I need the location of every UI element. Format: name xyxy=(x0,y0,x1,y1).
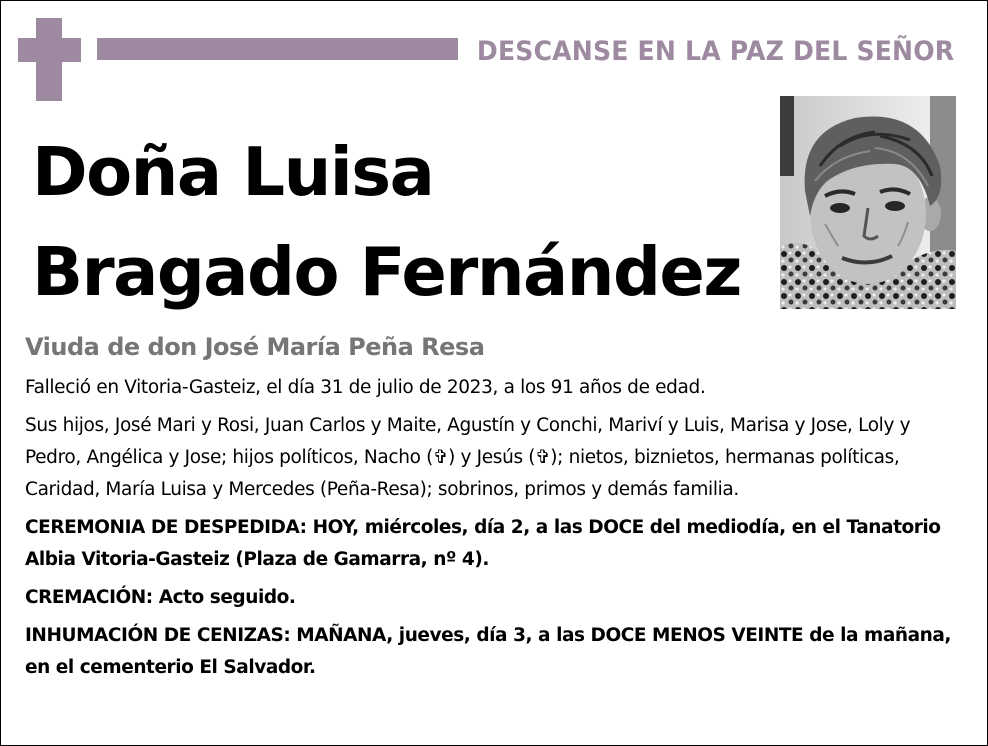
obituary-body xyxy=(25,372,960,690)
death-notice-paragraph: Falleció en Vitoria-Gasteiz, el día 31 de julio de 2023, a los 91 años de edad. xyxy=(25,377,706,398)
ceremony-paragraph: CEREMONIA DE DESPEDIDA: HOY, miércoles, día 2, a las DOCE del mediodía, en el Tanatorio Albia Vitoria-Gasteiz (Plaza de Gamarra, nº 4). xyxy=(25,517,941,570)
deceased-name xyxy=(32,122,741,322)
inhumation-paragraph: INHUMACIÓN DE CENIZAS: MAÑANA, jueves, día 3, a las DOCE MENOS VEINTE de la mañana, en el cementerio El Salvador. xyxy=(25,625,951,678)
widow-subtitle: Viuda de don José María Peña Resa xyxy=(25,333,485,361)
portrait-illustration xyxy=(780,96,956,309)
header-heading: DESCANSE EN LA PAZ DEL SEÑOR xyxy=(476,36,954,67)
family-paragraph: Sus hijos, José Mari y Rosi, Juan Carlos y Maite, Agustín y Conchi, Mariví y Luis, Marisa y Jose, Loly y Pedro, Angélica y Jose; hijos políticos, Nacho (✞) y Jesús (✞); nietos, biznietos, hermanas políticas, Caridad, María Luisa y Mercedes (Peña-Resa); sobrinos, primos y demás familia. xyxy=(25,415,911,500)
cross-horizontal-bar xyxy=(18,38,81,62)
deceased-name-line2: Bragado Fernández xyxy=(32,233,741,311)
deceased-name-line1: Doña Luisa xyxy=(32,133,434,211)
cremation-paragraph: CREMACIÓN: Acto seguido. xyxy=(25,587,296,608)
portrait-photo xyxy=(780,96,956,309)
header-divider-bar xyxy=(97,38,458,60)
